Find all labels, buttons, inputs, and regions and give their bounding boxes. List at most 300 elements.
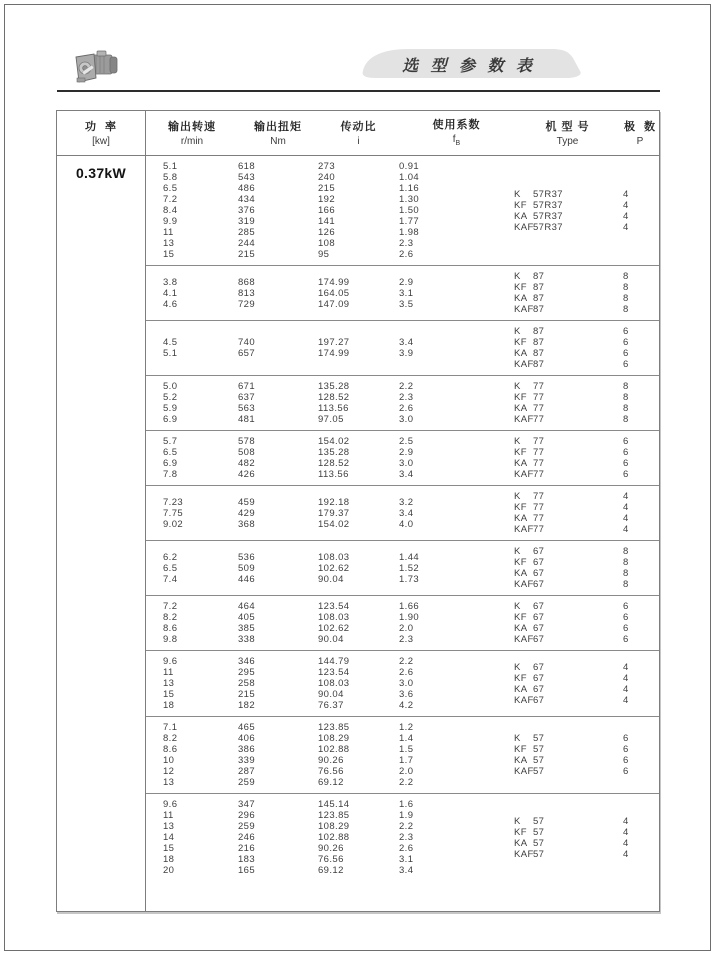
model-prefix: K: [514, 381, 521, 392]
model-prefix: KA: [514, 348, 528, 359]
cell-value: 4: [623, 210, 629, 222]
model-prefix: KA: [514, 837, 528, 849]
model-type: [514, 623, 621, 634]
col-poles: [621, 662, 659, 706]
model-size: 67: [533, 568, 545, 579]
model-type: [514, 211, 621, 222]
cell-value: 7.2: [163, 194, 178, 205]
cell-value: 108: [318, 238, 336, 249]
cell-value: 1.90: [399, 612, 420, 623]
cell-value: 8.2: [163, 733, 178, 744]
model-type: [514, 816, 621, 827]
cell-value: 108.03: [318, 678, 350, 689]
cell-value: 3.5: [399, 298, 414, 310]
cell-value: 3.4: [399, 507, 414, 519]
cell-value: 1.52: [399, 562, 420, 574]
cell-value: 6: [623, 326, 629, 337]
cell-value: 8: [623, 403, 629, 414]
cell-value: 1.30: [399, 194, 420, 205]
col-transmission-ratio: [318, 161, 399, 260]
cell-value: 90.04: [318, 573, 344, 585]
cell-value: 5.9: [163, 403, 178, 414]
cell-value: 108.29: [318, 733, 350, 744]
cell-value: 426: [238, 469, 256, 480]
model-type: [514, 557, 621, 568]
cell-value: 2.2: [399, 777, 414, 788]
col-model-type: [514, 546, 621, 590]
cell-value: 123.85: [318, 810, 350, 821]
model-size: 77: [533, 436, 545, 447]
model-size: 57: [533, 815, 545, 827]
model-size: 77: [533, 403, 545, 414]
model-prefix: K: [514, 661, 521, 673]
model-type: [514, 414, 621, 425]
cell-value: 486: [238, 183, 256, 194]
model-prefix: KF: [514, 337, 527, 348]
cell-value: 509: [238, 562, 256, 574]
col-output-torque: [238, 277, 318, 310]
cell-value: 618: [238, 161, 256, 172]
cell-value: 11: [163, 810, 174, 821]
cell-value: 2.5: [399, 436, 414, 447]
model-type: [514, 601, 621, 612]
model-size: 77: [533, 392, 545, 403]
cell-value: 135.28: [318, 447, 350, 458]
cell-value: 2.3: [399, 392, 414, 403]
cell-value: 6.5: [163, 183, 178, 194]
model-prefix: KAF: [514, 414, 534, 425]
model-type: [514, 359, 621, 370]
col-transmission-ratio: [318, 601, 399, 645]
model-type: [514, 849, 621, 860]
cell-value: 4: [623, 502, 629, 513]
model-type: [514, 337, 621, 348]
cell-value: 123.54: [318, 601, 350, 612]
cell-value: 3.2: [399, 496, 414, 508]
col-header-transmission-ratio: 传动比 i: [340, 120, 377, 147]
cell-value: 3.6: [399, 689, 414, 700]
cell-value: 2.9: [399, 276, 414, 288]
cell-value: 868: [238, 276, 256, 288]
col-service-factor: [399, 277, 514, 310]
col-output-torque: [238, 436, 318, 480]
model-size: 87: [533, 348, 545, 359]
model-type: [514, 222, 621, 233]
gearmotor-photo: [72, 46, 120, 88]
col-output-speed: [146, 497, 238, 530]
model-prefix: KF: [514, 392, 527, 403]
model-type: [514, 733, 621, 744]
model-size: 87: [533, 282, 545, 293]
model-prefix: KAF: [514, 579, 534, 590]
model-type: [514, 491, 621, 502]
cell-value: 69.12: [318, 777, 344, 788]
spec-block-1: [146, 156, 659, 265]
cell-value: 287: [238, 766, 256, 777]
cell-value: 5.1: [163, 161, 178, 172]
model-size: 67: [533, 623, 545, 634]
cell-value: 6.5: [163, 562, 178, 574]
model-type: [514, 755, 621, 766]
cell-value: 15: [163, 689, 175, 700]
cell-value: 429: [238, 507, 256, 519]
cell-value: 4.2: [399, 700, 414, 711]
cell-value: 6: [623, 447, 629, 458]
model-prefix: KF: [514, 744, 527, 755]
cell-value: 6: [623, 612, 629, 623]
spec-block-5: [146, 430, 659, 485]
cell-value: 563: [238, 403, 256, 414]
cell-value: 543: [238, 172, 256, 183]
col-output-speed: [146, 552, 238, 585]
model-prefix: KF: [514, 672, 527, 684]
model-size: 57R37: [533, 221, 563, 233]
cell-value: 8: [623, 282, 629, 293]
model-type: [514, 271, 621, 282]
col-model-type: [514, 662, 621, 706]
cell-value: 1.98: [399, 227, 420, 238]
model-size: 67: [533, 672, 545, 684]
model-prefix: KA: [514, 623, 528, 634]
model-prefix: KF: [514, 612, 527, 623]
model-size: 57: [533, 766, 545, 777]
col-poles: [621, 271, 659, 315]
cell-value: 3.9: [399, 348, 414, 359]
cell-value: 165: [238, 865, 256, 876]
col-poles: [621, 816, 659, 860]
model-prefix: K: [514, 188, 521, 200]
cell-value: 7.1: [163, 722, 178, 733]
model-prefix: KAF: [514, 694, 534, 706]
cell-value: 482: [238, 458, 256, 469]
cell-value: 141: [318, 216, 336, 227]
cell-value: 6: [623, 436, 629, 447]
cell-value: 18: [163, 854, 175, 865]
cell-value: 2.2: [399, 656, 414, 667]
cell-value: 6: [623, 359, 629, 370]
spec-block-9: [146, 650, 659, 716]
col-header-power: 功 率 [kw]: [57, 111, 146, 155]
model-size: 67: [533, 683, 545, 695]
model-size: 67: [533, 661, 545, 673]
model-type: [514, 513, 621, 524]
col-model-type: [514, 326, 621, 370]
model-size: 57R37: [533, 210, 563, 222]
cell-value: 3.4: [399, 865, 414, 876]
model-prefix: KA: [514, 210, 528, 222]
cell-value: 128.52: [318, 392, 350, 403]
cell-value: 8: [623, 271, 629, 282]
cell-value: 338: [238, 634, 256, 645]
cell-value: 2.6: [399, 667, 414, 678]
cell-value: 1.50: [399, 205, 420, 216]
cell-value: 5.1: [163, 348, 178, 359]
col-model-type: [514, 816, 621, 860]
model-prefix: KA: [514, 513, 528, 524]
model-type: [514, 695, 621, 706]
col-transmission-ratio: [318, 552, 399, 585]
col-header-poles: 极 数 P: [623, 120, 657, 147]
cell-value: 126: [318, 227, 336, 238]
cell-value: 102.62: [318, 562, 350, 574]
title-ribbon: [362, 45, 582, 80]
cell-value: 2.6: [399, 403, 414, 414]
model-prefix: KF: [514, 282, 527, 293]
cell-value: 8.6: [163, 744, 178, 755]
cell-value: 3.1: [399, 854, 414, 865]
col-poles: [621, 546, 659, 590]
cell-value: 295: [238, 667, 256, 678]
col-transmission-ratio: [318, 277, 399, 310]
model-type: [514, 282, 621, 293]
cell-value: 145.14: [318, 799, 350, 810]
cell-value: 14: [163, 832, 175, 843]
cell-value: 8: [623, 414, 629, 425]
cell-value: 376: [238, 205, 256, 216]
cell-value: 4.1: [163, 287, 178, 299]
cell-value: 339: [238, 755, 256, 766]
cell-value: 6: [623, 469, 629, 480]
cell-value: 2.3: [399, 238, 414, 249]
gearmotor-illustration: [72, 46, 120, 88]
model-type: [514, 304, 621, 315]
model-type: [514, 293, 621, 304]
cell-value: 464: [238, 601, 256, 612]
cell-value: 13: [163, 777, 175, 788]
model-type: [514, 403, 621, 414]
spec-block-3: [146, 320, 659, 375]
model-size: 67: [533, 612, 545, 623]
col-transmission-ratio: [318, 497, 399, 530]
col-output-torque: [238, 552, 318, 585]
cell-value: 4: [623, 661, 629, 673]
cell-value: 113.56: [318, 403, 349, 414]
cell-value: 4.6: [163, 298, 178, 310]
table-blocks: [146, 156, 659, 911]
cell-value: 15: [163, 843, 175, 854]
cell-value: 20: [163, 865, 175, 876]
spec-block-10: [146, 716, 659, 793]
cell-value: 285: [238, 227, 256, 238]
col-transmission-ratio: [318, 722, 399, 788]
model-size: 57: [533, 755, 545, 766]
model-size: 67: [533, 579, 545, 590]
cell-value: 405: [238, 612, 256, 623]
cell-value: 90.04: [318, 689, 344, 700]
model-prefix: KF: [514, 447, 527, 458]
col-output-torque: [238, 601, 318, 645]
cell-value: 240: [318, 172, 336, 183]
model-prefix: KF: [514, 502, 527, 513]
cell-value: 6: [623, 634, 629, 645]
cell-value: 3.0: [399, 678, 414, 689]
model-type: [514, 189, 621, 200]
cell-value: 9.8: [163, 634, 178, 645]
model-prefix: KF: [514, 199, 527, 211]
col-service-factor: [399, 552, 514, 585]
cell-value: 108.29: [318, 821, 350, 832]
cell-value: 4: [623, 513, 629, 524]
cell-value: 386: [238, 744, 256, 755]
cell-value: 3.8: [163, 276, 178, 288]
cell-value: 465: [238, 722, 256, 733]
cell-value: 215: [238, 689, 256, 700]
col-model-type: [514, 491, 621, 535]
cell-value: 5.0: [163, 381, 178, 392]
model-type: [514, 744, 621, 755]
model-type: [514, 662, 621, 673]
cell-value: 5.7: [163, 436, 178, 447]
model-size: 77: [533, 513, 545, 524]
model-size: 57R37: [533, 188, 563, 200]
cell-value: 8.4: [163, 205, 178, 216]
cell-value: 2.6: [399, 843, 414, 854]
cell-value: 5.8: [163, 172, 178, 183]
model-type: [514, 673, 621, 684]
model-prefix: KF: [514, 826, 527, 838]
model-type: [514, 392, 621, 403]
model-type: [514, 447, 621, 458]
model-type: [514, 568, 621, 579]
cell-value: 4: [623, 683, 629, 695]
cell-value: 13: [163, 238, 175, 249]
cell-value: 536: [238, 551, 256, 563]
cell-value: 8: [623, 568, 629, 579]
cell-value: 192: [318, 194, 336, 205]
col-service-factor: [399, 337, 514, 359]
spec-block-6: [146, 485, 659, 540]
cell-value: 147.09: [318, 298, 350, 310]
col-output-torque: [238, 161, 318, 260]
cell-value: 13: [163, 821, 175, 832]
model-size: 67: [533, 557, 545, 568]
power-cell: [57, 156, 146, 911]
col-service-factor: [399, 656, 514, 711]
spec-block-11: [146, 793, 659, 911]
cell-value: 6.9: [163, 458, 178, 469]
cell-value: 215: [238, 249, 256, 260]
cell-value: 9.6: [163, 656, 178, 667]
table-body: [57, 156, 659, 911]
cell-value: 347: [238, 799, 256, 810]
power-value: 0.37kW: [75, 165, 127, 181]
cell-value: 2.3: [399, 832, 414, 843]
col-output-speed: [146, 722, 238, 788]
cell-value: 296: [238, 810, 256, 821]
cell-value: 4: [623, 491, 629, 502]
col-output-torque: [238, 722, 318, 788]
cell-value: 6.2: [163, 551, 178, 563]
col-output-speed: [146, 601, 238, 645]
cell-value: 2.2: [399, 381, 414, 392]
model-type: [514, 546, 621, 557]
cell-value: 2.6: [399, 249, 414, 260]
cell-value: 1.7: [399, 755, 414, 766]
cell-value: 481: [238, 414, 256, 425]
col-poles: [621, 436, 659, 480]
cell-value: 346: [238, 656, 256, 667]
model-prefix: K: [514, 436, 521, 447]
cell-value: 135.28: [318, 381, 350, 392]
model-prefix: K: [514, 546, 521, 557]
cell-value: 434: [238, 194, 256, 205]
model-prefix: KAF: [514, 359, 534, 370]
model-prefix: KA: [514, 755, 528, 766]
cell-value: 179.37: [318, 507, 350, 519]
cell-value: 385: [238, 623, 256, 634]
cell-value: 97.05: [318, 414, 344, 425]
model-size: 87: [533, 359, 545, 370]
cell-value: 4.5: [163, 337, 178, 348]
cell-value: 6: [623, 623, 629, 634]
model-size: 57: [533, 848, 545, 860]
model-prefix: KAF: [514, 766, 534, 777]
col-header-service-factor: 使用系数 $f_B$: [432, 118, 481, 147]
model-size: 77: [533, 524, 545, 535]
model-size: 57: [533, 733, 545, 744]
model-prefix: KAF: [514, 469, 534, 480]
cell-value: 406: [238, 733, 256, 744]
col-output-speed: [146, 656, 238, 711]
model-type: [514, 469, 621, 480]
model-size: 77: [533, 381, 545, 392]
cell-value: 459: [238, 496, 256, 508]
col-model-type: [514, 436, 621, 480]
cell-value: 6: [623, 766, 629, 777]
model-size: 87: [533, 304, 545, 315]
model-prefix: K: [514, 733, 521, 744]
model-prefix: KA: [514, 683, 528, 695]
col-model-type: [514, 381, 621, 425]
col-output-speed: [146, 436, 238, 480]
model-size: 57R37: [533, 199, 563, 211]
cell-value: 102.88: [318, 744, 350, 755]
cell-value: 1.6: [399, 799, 414, 810]
col-poles: [621, 189, 659, 233]
col-service-factor: [399, 601, 514, 645]
cell-value: 8: [623, 381, 629, 392]
model-prefix: KF: [514, 557, 527, 568]
spec-block-7: [146, 540, 659, 595]
col-transmission-ratio: [318, 656, 399, 711]
cell-value: 9.6: [163, 799, 178, 810]
col-poles: [621, 491, 659, 535]
model-type: [514, 634, 621, 645]
cell-value: 123.85: [318, 722, 350, 733]
cell-value: 1.4: [399, 733, 414, 744]
cell-value: 113.56: [318, 469, 349, 480]
model-type: [514, 524, 621, 535]
model-size: 77: [533, 447, 545, 458]
cell-value: 166: [318, 205, 336, 216]
col-output-speed: [146, 381, 238, 425]
cell-value: 4: [623, 694, 629, 706]
col-model-type: [514, 271, 621, 315]
cell-value: 1.16: [399, 183, 420, 194]
cell-value: 11: [163, 667, 174, 678]
cell-value: 5.2: [163, 392, 178, 403]
cell-value: 7.8: [163, 469, 178, 480]
model-type: [514, 612, 621, 623]
model-size: 77: [533, 414, 545, 425]
cell-value: 2.9: [399, 447, 414, 458]
cell-value: 8: [623, 546, 629, 557]
cell-value: 6: [623, 733, 629, 744]
col-model-type: [514, 733, 621, 777]
header-divider: [57, 90, 660, 92]
cell-value: 4.0: [399, 518, 414, 530]
spec-block-8: [146, 595, 659, 650]
